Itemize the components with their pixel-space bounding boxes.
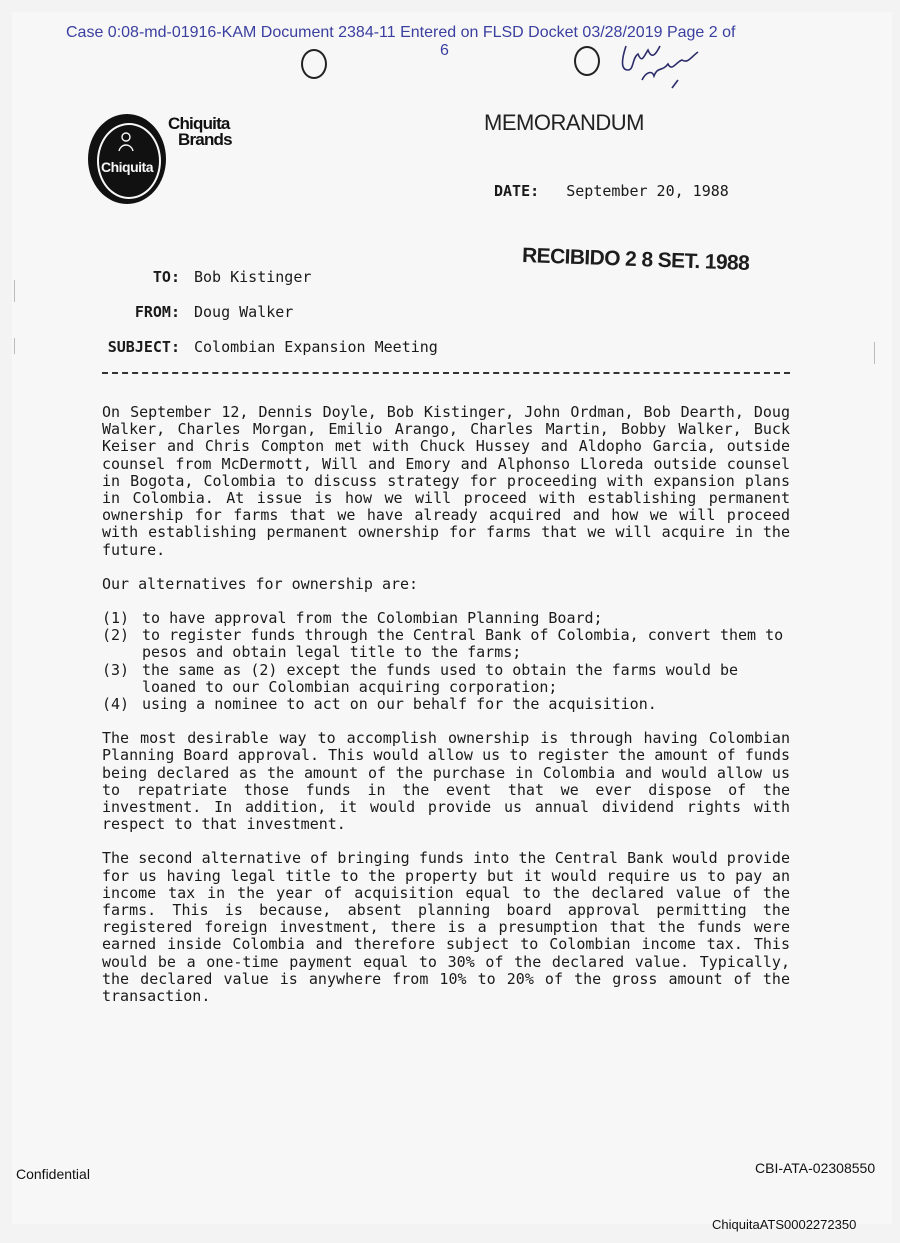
dashed-divider	[102, 372, 790, 374]
filing-page-total: 6	[440, 42, 449, 59]
bates-number: ChiquitaATS0002272350	[712, 1217, 857, 1232]
date-line	[494, 182, 729, 200]
paragraph-alternatives-intro: Our alternatives for ownership are:	[102, 574, 419, 593]
brand-name	[168, 116, 232, 148]
paragraph-attendees: On September 12, Dennis Doyle, Bob Kistinger, John Ordman, Bob Dearth, Doug Walker, Charles Morgan, Emilio Arango, Charles Martin, Bobby Walker, Buck Keiser and Chris Compton met with Chuck Hussey and Aldopho Garcia, outside counsel from McDermott, Will and Emory and Alphonso Lloreda outside counsel in Bogota, Colombia to discuss strategy for proceeding with expansion plans in Colombia. At issue is how we will proceed with establishing permanent ownership for farms that we have already acquired and how we will proceed with establishing permanent ownership for farms that we will acquire in the future.	[102, 403, 790, 559]
to-line	[0, 268, 311, 286]
logo-badge-text: Chiquita	[101, 159, 153, 175]
received-stamp: RECIBIDO 2 8 SET. 1988	[521, 244, 750, 275]
brand-line-2: Brands	[178, 130, 232, 149]
confidential-label: Confidential	[16, 1166, 90, 1182]
list-item-number: (4)	[102, 695, 130, 714]
date-label: DATE:	[494, 182, 540, 200]
date-value: September 20, 1988	[566, 182, 729, 200]
list-item-number: (3)	[102, 660, 130, 679]
list-item-number: (1)	[102, 609, 130, 628]
memo-body	[102, 404, 790, 1022]
list-item-text: to register funds through the Central Bank of Colombia, convert them to pesos and obtain legal title to the farms;	[142, 626, 784, 662]
list-item	[102, 662, 790, 696]
paragraph-planning-board: The most desirable way to accomplish ownership is through having Colombian Planning Board approval. This would allow us to register the amount of funds being declared as the amount of the purchase in Colombia and would allow us to repatriate those funds in the event that we ever dispose of the investment. In addition, it would provide us annual dividend rights with respect to that investment.	[102, 729, 790, 834]
to-value: Bob Kistinger	[194, 268, 312, 286]
court-filing-header	[66, 24, 846, 59]
alternatives-list	[102, 610, 790, 713]
list-item	[102, 627, 790, 661]
from-label: FROM:	[134, 303, 180, 321]
margin-mark	[14, 338, 15, 354]
paragraph-central-bank: The second alternative of bringing funds into the Central Bank would provide for us having legal title to the property but it would require us to pay an income tax in the year of acquisition equal to the declared value of the farms. This is because, absent planning board approval permitting the registered foreign investment, there is a presumption that the funds were earned inside Colombia and therefore subject to Colombian income tax. This would be a one-time payment equal to 30% of the declared value. Typically, the declared value is anywhere from 10% to 20% of the gross amount of the transaction.	[102, 849, 790, 1006]
to-label: TO:	[152, 268, 180, 286]
list-item	[102, 696, 790, 713]
chiquita-figure-icon	[115, 131, 137, 153]
list-item	[102, 610, 790, 627]
handwritten-signature	[612, 36, 722, 96]
document-id: CBI-ATA-02308550	[755, 1160, 876, 1176]
from-value: Doug Walker	[194, 303, 294, 321]
chiquita-logo	[88, 114, 166, 204]
brand-line-1: Chiquita	[168, 114, 230, 133]
list-item-text: using a nominee to act on our behalf for the acquisition.	[142, 695, 657, 714]
list-item-number: (2)	[102, 626, 130, 645]
subject-value: Colombian Expansion Meeting	[194, 338, 438, 356]
subject-label: SUBJECT:	[107, 338, 180, 356]
margin-mark	[14, 280, 15, 302]
list-item-text: to have approval from the Colombian Planning Board;	[142, 609, 603, 628]
margin-mark	[874, 342, 875, 364]
memo-title: MEMORANDUM	[484, 110, 644, 135]
from-line	[0, 303, 293, 321]
punch-hole-left	[301, 49, 327, 79]
subject-line	[0, 338, 438, 356]
filing-line: Case 0:08-md-01916-KAM Document 2384-11 Entered on FLSD Docket 03/28/2019 Page 2 of	[66, 24, 736, 41]
punch-hole-right	[574, 46, 600, 76]
list-item-text: the same as (2) except the funds used to obtain the farms would be loaned to our Colombian acquiring corporation;	[142, 660, 739, 696]
